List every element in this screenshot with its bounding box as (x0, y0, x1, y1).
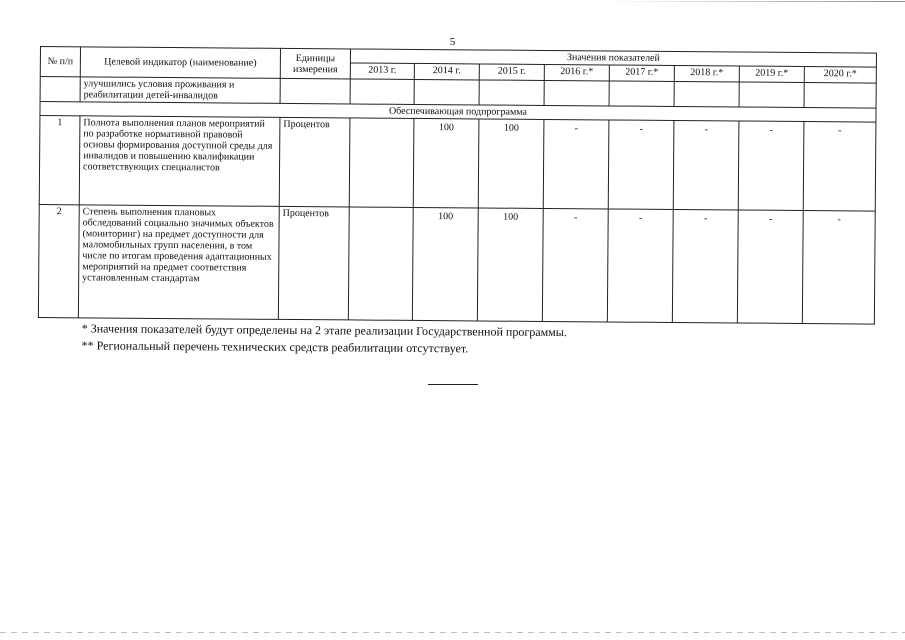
row-value: 100 (412, 207, 478, 321)
header-units: Единицы измерения (280, 48, 350, 79)
header-indicator: Целевой индикатор (наименование) (80, 47, 280, 79)
row-value (348, 207, 413, 320)
row-value: - (738, 121, 804, 211)
carry-units (280, 78, 350, 104)
row-units: Процентов (278, 206, 349, 320)
header-num: № п/п (40, 47, 80, 77)
section-title: Обеспечивающая подпрограмма (40, 102, 876, 123)
table-row (38, 204, 875, 324)
header-year: 2020 г.* (804, 67, 876, 84)
header-values-group: Значения показателей (350, 49, 876, 67)
row-num: 2 (38, 204, 79, 317)
row-value: - (607, 209, 673, 323)
row-value: - (802, 210, 875, 324)
footnote: ** Региональный перечень технических средств реабилитации отсутствует. (81, 338, 469, 356)
row-value: 100 (478, 119, 544, 209)
row-value: 100 (413, 118, 479, 208)
header-year: 2013 г. (350, 63, 414, 80)
footnotes (82, 320, 880, 360)
row-value: - (673, 120, 739, 210)
header-year: 2015 г. (479, 64, 544, 81)
row-indicator: Степень выполнения плановых обследований социально значимых объектов (мониторинг) на предмет доступности для маломобильных групп населения, в том числе по итогам проведения адаптационных мероприятий на предмет соответствия установленным стандартам (78, 205, 279, 320)
carry-num (40, 77, 80, 102)
row-num: 1 (39, 116, 80, 205)
row-indicator: Полнота выполнения планов мероприятий по разработке нормативной правовой основы формирования доступной среды для инвалидов и повышению квалификации соответствующих специалистов (79, 116, 280, 207)
row-value: - (608, 120, 674, 210)
scan-edge-top (605, 1, 905, 2)
header-year: 2016 г.* (544, 64, 609, 81)
row-units: Процентов (279, 117, 350, 207)
row-value: - (803, 122, 876, 212)
row-value: 100 (477, 208, 543, 322)
indicators-table (38, 46, 877, 325)
row-value: - (737, 210, 803, 324)
end-rule (428, 384, 478, 385)
header-year: 2018 г.* (674, 65, 739, 82)
header-year: 2017 г.* (609, 65, 674, 82)
scan-edge-bottom (0, 632, 905, 633)
document-body (38, 46, 882, 361)
carry-indicator: улучшились условия проживания и реабилитации детей-инвалидов (80, 77, 280, 104)
page-number: 5 (449, 36, 456, 48)
row-value (349, 118, 414, 207)
header-year: 2019 г.* (739, 66, 804, 83)
table-row (39, 116, 876, 212)
row-value: - (672, 209, 738, 323)
row-value: - (543, 119, 609, 209)
header-year: 2014 г. (414, 63, 479, 80)
row-value: - (542, 208, 608, 322)
footnote: * Значения показателей будут определены на 2 этапе реализации Государственной программы. (81, 321, 567, 340)
